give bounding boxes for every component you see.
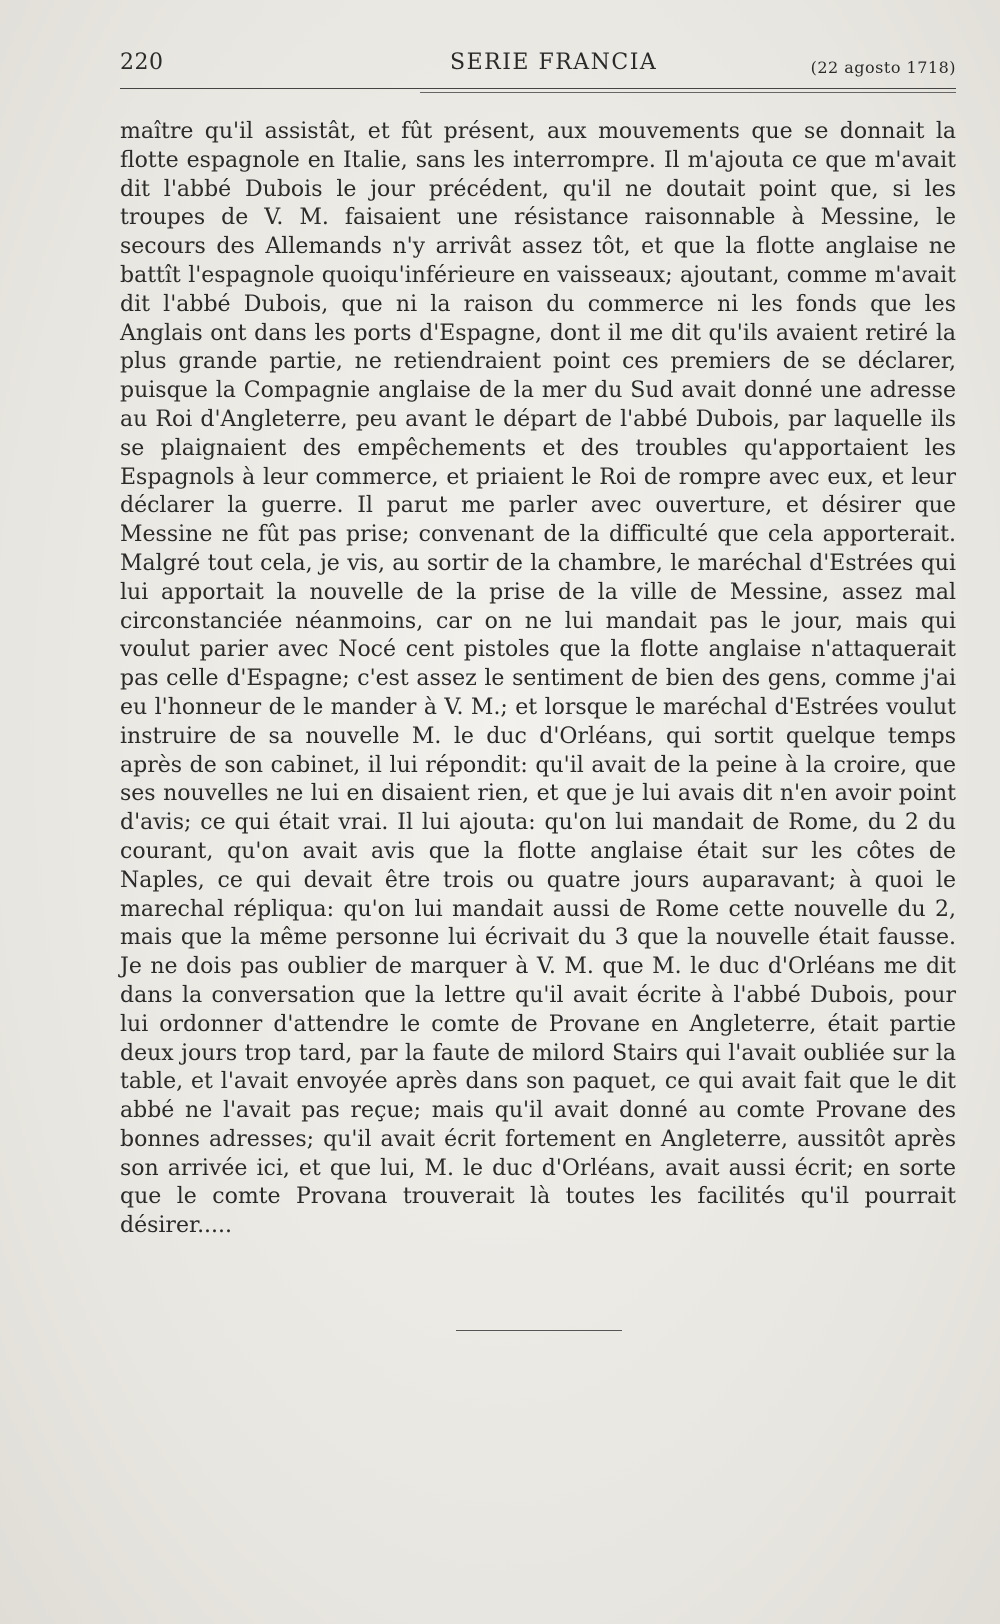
running-title: SERIE FRANCIA: [450, 50, 658, 75]
section-divider: [456, 1330, 622, 1331]
header-date: (22 agosto 1718): [810, 58, 956, 77]
header-rule-secondary: [420, 92, 956, 93]
page-number: 220: [120, 50, 164, 75]
body-paragraph: maître qu'il assistât, et fût présent, aux mouvements que se donnait la flotte espagnole en Italie, sans les interrompre. Il m'ajouta ce que m'avait dit l'abbé Dubois le jour précédent, qu'il ne doutait point que, si les troupes de V. M. faisaient une résistance raisonnable à Messine, le secours des Allemands n'y arrivât assez tôt, et que la flotte anglaise ne battît l'espagnole quoiqu'inférieure en vaisseaux; ajoutant, comme m'avait dit l'abbé Dubois, que ni la raison du commerce ni les fonds que les Anglais ont dans les ports d'Espagne, dont il me dit qu'ils avaient retiré la plus grande partie, ne retiendraient point ces premiers de se déclarer, puisque la Compagnie anglaise de la mer du Sud avait donné une adresse au Roi d'Angleterre, peu avant le départ de l'abbé Dubois, par laquelle ils se plaignaient des empêchements et des troubles qu'apportaient les Espagnols à leur commerce, et priaient le Roi de rompre avec eux, et leur déclarer la guerre. Il parut me parler avec ouverture, et désirer que Messine ne fût pas prise; convenant de la difficulté que cela apporterait. Malgré tout cela, je vis, au sortir de la chambre, le maréchal d'Estrées qui lui apportait la nouvelle de la prise de la ville de Messine, assez mal circonstanciée néanmoins, car on ne lui mandait pas le jour, mais qui voulut parier avec Nocé cent pistoles que la flotte anglaise n'attaquerait pas celle d'Espagne; c'est assez le sentiment de bien des gens, comme j'ai eu l'honneur de le mander à V. M.; et lorsque le maréchal d'Estrées voulut instruire de sa nouvelle M. le duc d'Orléans, qui sortit quelque temps après de son cabinet, il lui répondit: qu'il avait de la peine à la croire, que ses nouvelles ne lui en disaient rien, et que je lui avais dit n'en avoir point d'avis; ce qui était vrai. Il lui ajouta: qu'on lui mandait de Rome, du 2 du courant, qu'on avait avis que la flotte anglaise était sur les côtes de Naples, ce qui devait être trois ou quatre jours auparavant; à quoi le marechal répliqua: qu'on lui mandait aussi de Rome cette nouvelle du 2, mais que la même personne lui écrivait du 3 que la nouvelle était fausse. Je ne dois pas oublier de marquer à V. M. que M. le duc d'Orléans me dit dans la conversation que la lettre qu'il avait écrite à l'abbé Dubois, pour lui ordonner d'attendre le comte de Provane en Angleterre, était partie deux jours trop tard, par la faute de milord Stairs qui l'avait oubliée sur la table, et l'avait envoyée après dans son paquet, ce qui avait fait que le dit abbé ne l'avait pas reçue; mais qu'il avait donné au comte Provane des bonnes adresses; qu'il avait écrit fortement en Angleterre, aussitôt après son arrivée ici, et que lui, M. le duc d'Orléans, avait aussi écrit; en sorte que le comte Provana trouverait là toutes les facilités qu'il pourrait désirer.....: [120, 119, 956, 1239]
header-rule: [120, 88, 956, 89]
page-header: [120, 46, 956, 80]
